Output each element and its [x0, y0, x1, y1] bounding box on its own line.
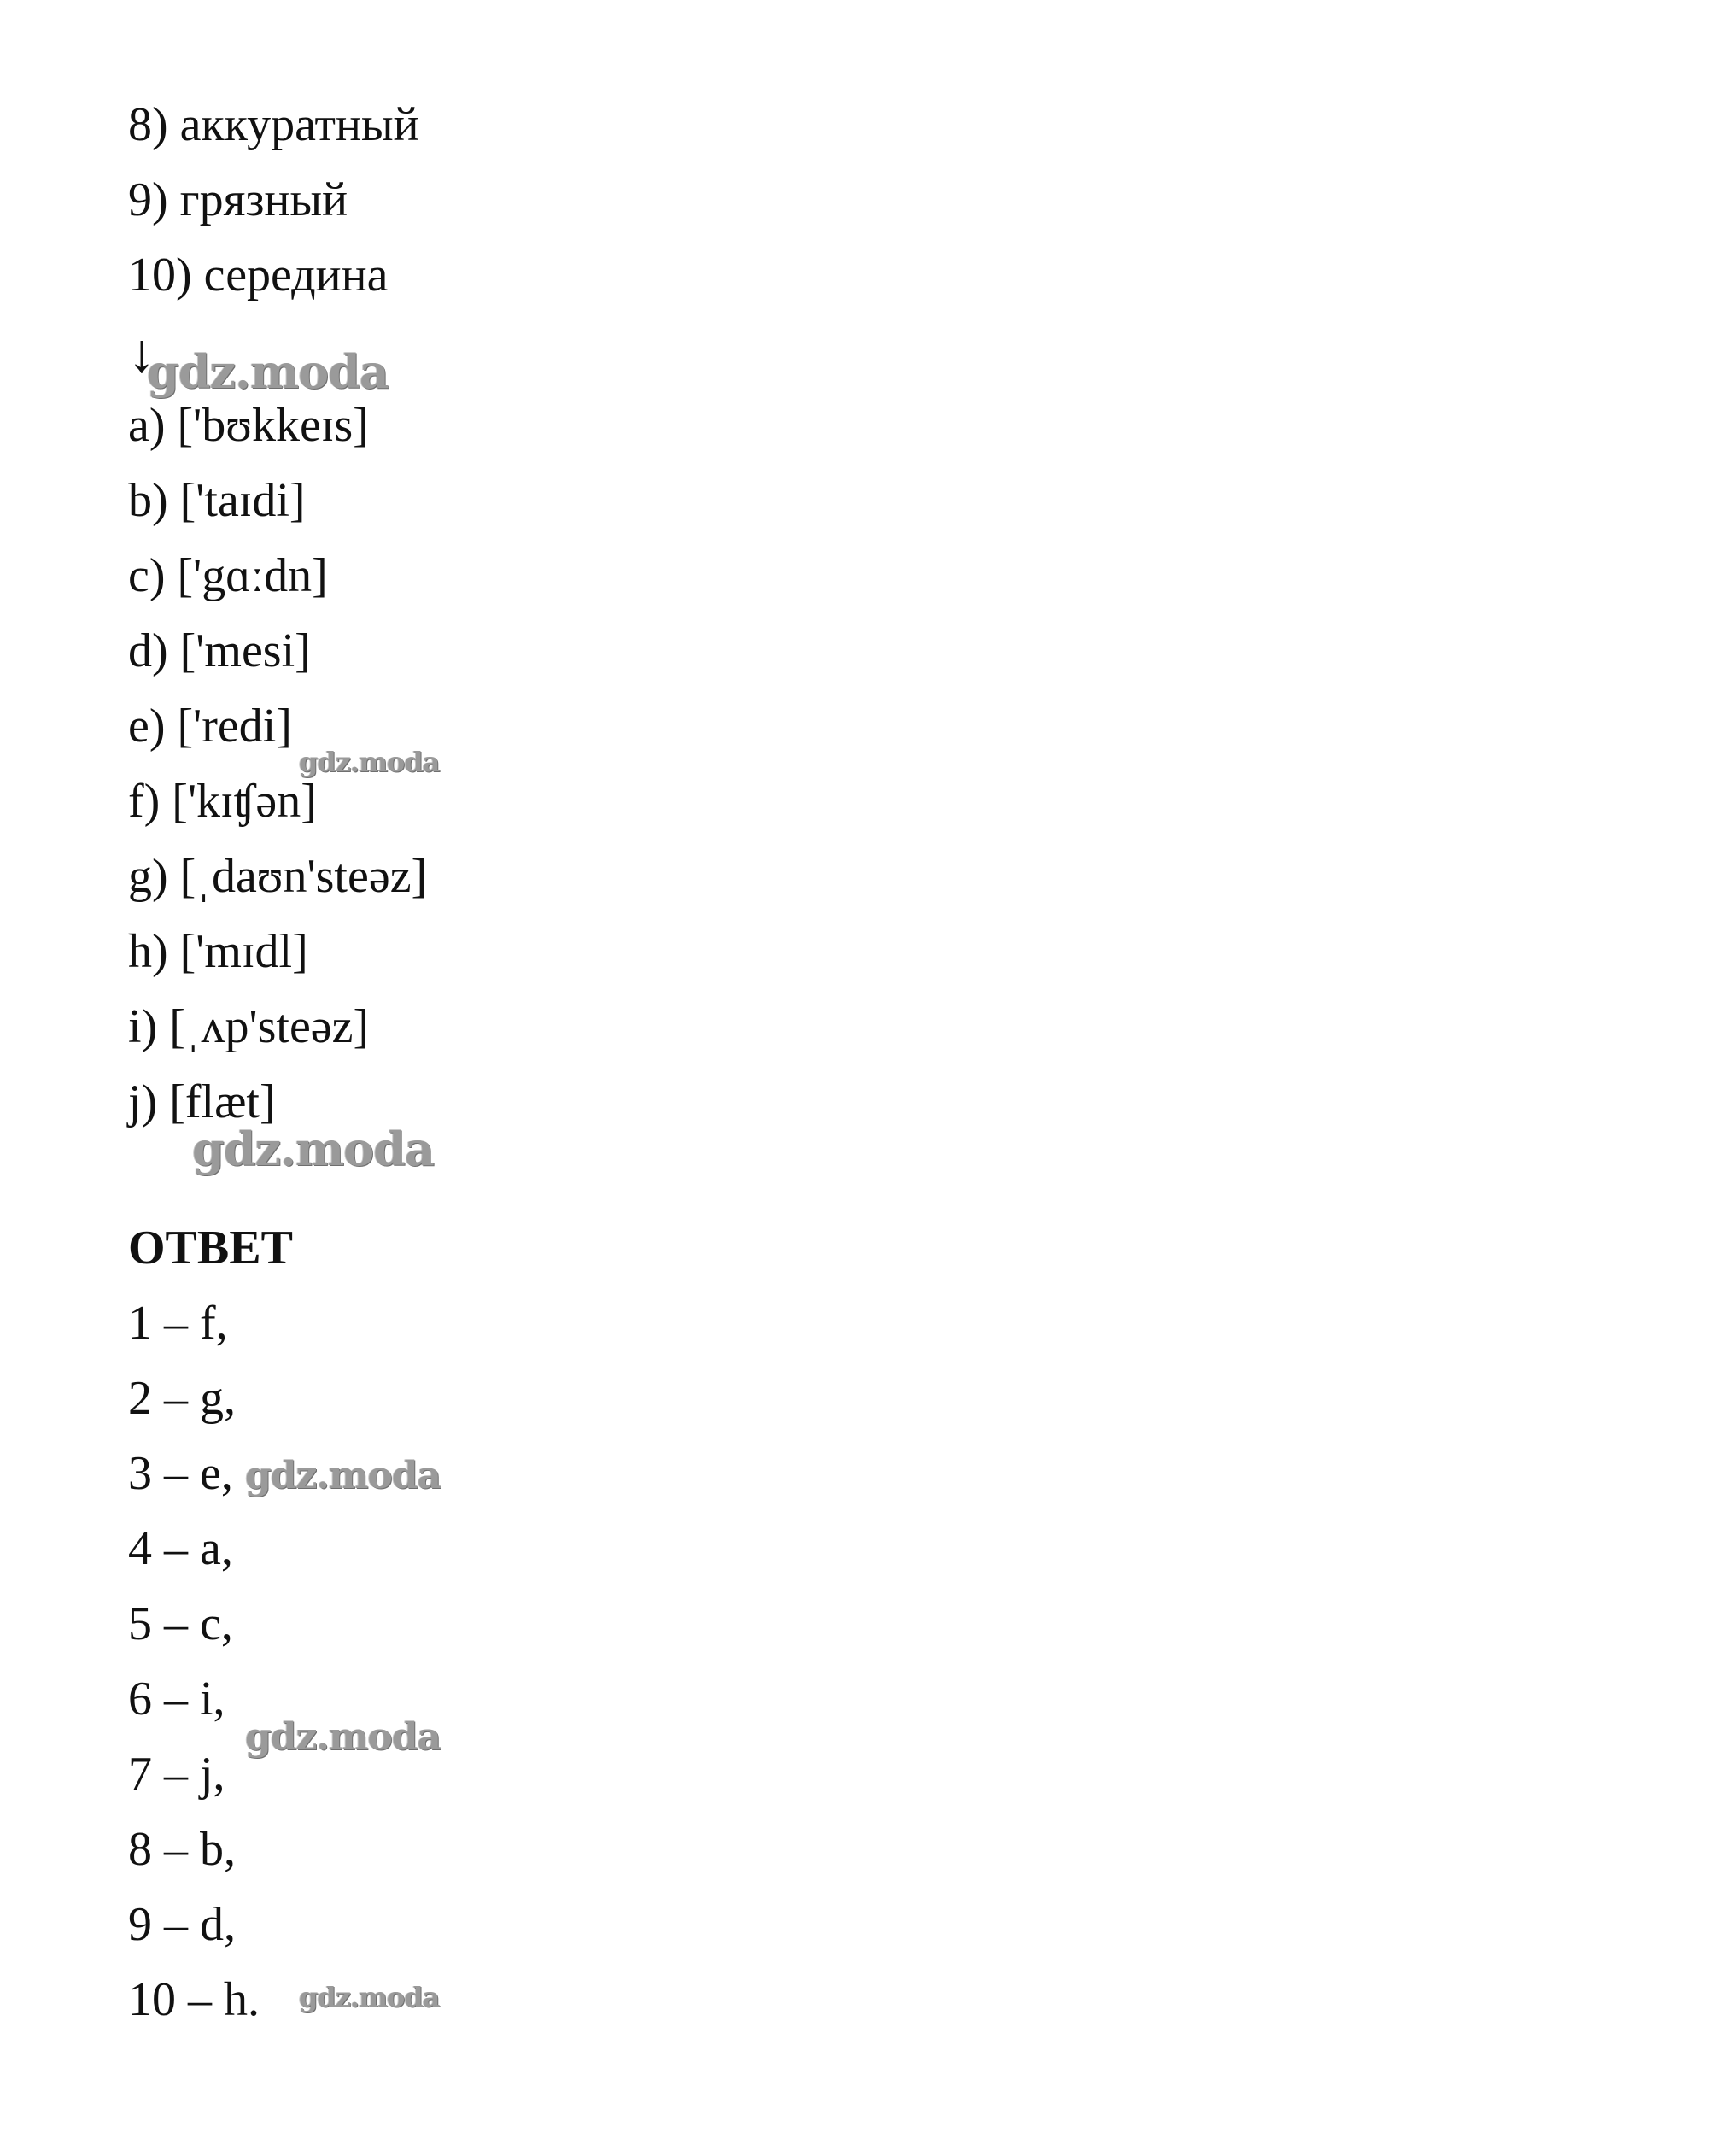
watermark: gdz.moda — [192, 1122, 434, 1176]
list-item-ipa-a: a) ['bʊkkeɪs] — [128, 399, 369, 452]
list-item-ipa-c: c) ['gɑːdn] — [128, 549, 328, 602]
list-item-ipa-f: f) ['kɪʧən] — [128, 775, 317, 828]
answer-item-7: 7 – j, — [128, 1748, 225, 1801]
answer-heading: ОТВЕТ — [128, 1222, 293, 1274]
answer-item-4: 4 – a, — [128, 1522, 233, 1575]
list-item-ipa-d: d) ['mesi] — [128, 624, 311, 677]
watermark: gdz.moda — [245, 1454, 441, 1497]
list-item-ipa-i: i) [ˌʌp'steəz] — [128, 1000, 370, 1053]
watermark: gdz.moda — [147, 344, 389, 399]
answer-item-1: 1 – f, — [128, 1297, 228, 1350]
list-item-ru-9: 9) грязный — [128, 173, 348, 226]
answer-item-3: 3 – e, — [128, 1447, 233, 1500]
list-item-ipa-h: h) ['mɪdl] — [128, 925, 308, 978]
watermark: gdz.moda — [299, 746, 440, 778]
watermark: gdz.moda — [245, 1715, 441, 1759]
answer-item-10: 10 – h. — [128, 1973, 260, 2026]
down-arrow-icon: ↓ — [128, 323, 155, 384]
answer-item-9: 9 – d, — [128, 1898, 236, 1951]
watermark: gdz.moda — [299, 1981, 440, 2013]
answer-item-8: 8 – b, — [128, 1823, 236, 1876]
list-item-ru-8: 8) аккуратный — [128, 98, 419, 151]
list-item-ipa-b: b) ['taɪdi] — [128, 474, 306, 527]
answer-item-5: 5 – c, — [128, 1597, 233, 1650]
list-item-ipa-e: e) ['redi] — [128, 700, 292, 753]
list-item-ipa-j: j) [flæt] — [128, 1075, 276, 1128]
answer-item-6: 6 – i, — [128, 1673, 225, 1725]
answer-item-2: 2 – g, — [128, 1372, 236, 1425]
list-item-ru-10: 10) середина — [128, 249, 389, 302]
list-item-ipa-g: g) [ˌdaʊn'steəz] — [128, 850, 428, 903]
